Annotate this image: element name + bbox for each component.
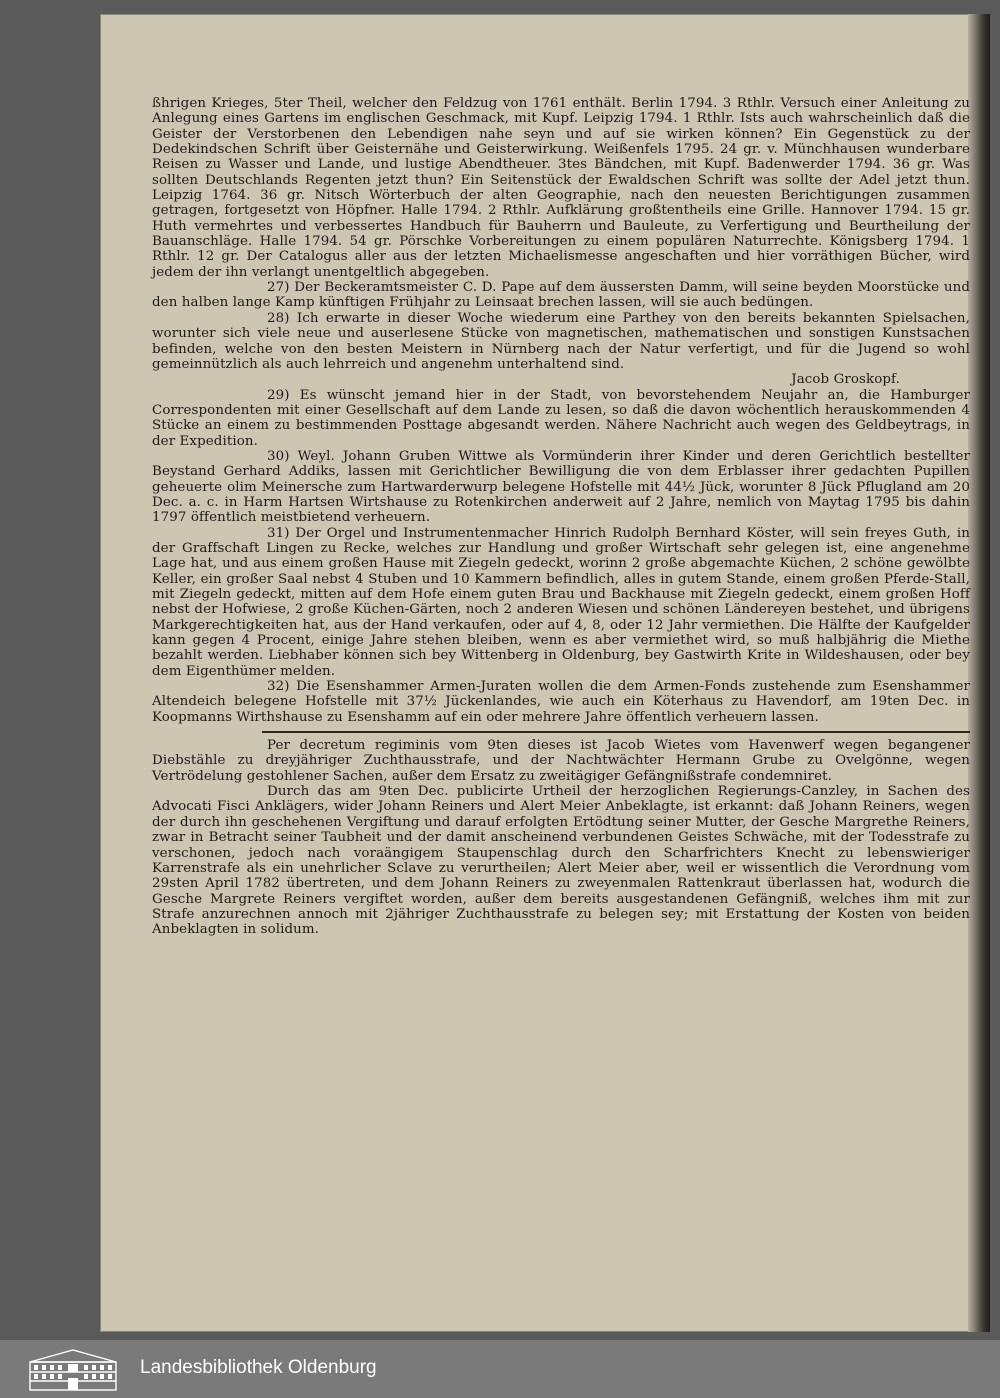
notice-28: 28) Ich erwarte in dieser Woche wiederum eine Parthey von den bereits bekannten Spielsachen, worunter sich viele neue und auserlesene Stücke von magnetischen, mathematischen und sonstigen Kunstsachen befinden, welche von den besten Meistern in Nürnberg nach der Natur verfertigt, und für die Jugend so wohl gemeinnützlich als auch lehrreich und angenehm unterhaltend sind. <box>152 310 970 372</box>
viewer-footer <box>0 1340 1000 1398</box>
decree-paragraph-2: Durch das am 9ten Dec. publicirte Urtheil der herzoglichen Regierungs-Canzley, in Sachen des Advocati Fisci Anklägers, wider Johann Reiners und Alert Meier Anbeklagte, ist erkannt: daß Johann Reiners, wegen der durch ihn geschehenen Vergiftung und darauf erfolgten Ertödtung seiner Mutter, der Gesche Margrethe Reiners, zwar in Betracht seiner Taubheit und der damit anscheinend verbundenen Geistes Schwäche, mit der Todesstrafe zu verschonen, jedoch nach voraängigem Staupenschlag durch den Scharfrichters Knecht zu lebenswieriger Karrenstrafe als ein unehrlicher Sclave zu verurtheilen; Alert Meier aber, weil er wissentlich die Verordnung vom 29sten April 1782 übertreten, und dem Johann Reiners zu zweyenmalen Rattenkraut überlassen hat, wodurch die Gesche Margrete Reiners vergiftet worden, außer dem bereits ausgestandenen Gefängniß, welches ihm mit zur Strafe anzurechnen annoch mit 2jähriger Zuchthausstrafe zu belegen sey; mit Erstattung der Kosten von beiden Anbeklagten in solidum. <box>152 784 970 938</box>
notice-29: 29) Es wünscht jemand hier in der Stadt, von bevorstehendem Neujahr an, die Hamburger Correspondenten mit einer Gesellschaft auf dem Lande zu lesen, so daß die davon wöchentlich herauskommenden 4 Stücke an einem zu bestimmenden Posttage abgesandt werden. Nähere Nachricht auch wegen des Geldbeytrags, in der Expedition. <box>152 387 970 449</box>
library-building-icon[interactable] <box>24 1348 122 1392</box>
section-divider <box>262 731 970 733</box>
page-binding-shadow <box>968 14 990 1332</box>
notice-31: 31) Der Orgel und Instrumentenmacher Hinrich Rudolph Bernhard Köster, will sein freyes Guth, in der Graffschaft Lingen zu Recke, welches zur Handlung und großer Wirtschaft sehr gelegen ist, eine angenehme Lage hat, und aus einem großen Hause mit Ziegeln gedeckt, worinn 2 große abgemachte Küchen, 2 schöne gewölbte Keller, ein großer Saal nebst 4 Stuben und 10 Kammern befindlich, alles in gutem Stande, einem großen Pferde-Stall, mit Ziegeln gedeckt, mitten auf dem Hofe einem guten Brau und Backhause mit Ziegeln gedeckt, einem großen Hoff nebst der Hofwiese, 2 große Küchen-Gärten, noch 2 anderen Wiesen und schönen Ländereyen bestehet, und übrigens Markgerechtigkeiten hat, aus der Hand verkaufen, oder auf 4, 8, oder 12 Jahr vermiethen. Die Hälfte der Kaufgelder kann gegen 4 Procent, einige Jahre stehen bleiben, wenn es aber vermiethet wird, so muß halbjährig die Miethe bezahlt werden. Liebhaber können sich bey Wittenberg in Oldenburg, bey Gastwirth Krite in Wildeshausen, oder bey dem Eigenthümer melden. <box>152 525 970 679</box>
notice-32: 32) Die Esenshammer Armen-Juraten wollen die dem Armen-Fonds zustehende zum Esenshammer Altendeich belegene Hofstelle mit 37½ Jückenlandes, wie auch ein Köterhaus zu Havendorf, am 19ten Dec. in Koopmanns Wirthshause zu Esenshamm auf ein oder mehrere Jahre öffentlich verheuern lassen. <box>152 679 970 725</box>
notice-27: 27) Der Beckeramtsmeister C. D. Pape auf dem äussersten Damm, will seine beyden Moorstücke und den halben lange Kamp künftigen Frühjahr zu Leinsaat brechen lassen, will sie auch bedüngen. <box>152 280 970 311</box>
page-text <box>152 96 970 938</box>
library-name[interactable]: Landesbibliothek Oldenburg <box>140 1357 377 1378</box>
notice-28-signature: Jacob Groskopf. <box>791 372 900 388</box>
notice-30: 30) Weyl. Johann Gruben Wittwe als Vormünderin ihrer Kinder und deren Gerichtlich bestellter Beystand Gerhard Addiks, lassen mit Gerichtlicher Bewilligung die von dem Erblasser ihrer gedachten Pupillen geheuerte olim Meinersche zum Hartwarderwurp belegene Hofstelle mit 44½ Jück, worunter 8 Jück Pflugland am 20 Dec. a. c. in Harm Hartsen Wirtshause zu Rotenkirchen anderweit auf 2 Jahre, nemlich von Maytag 1795 bis dahin 1797 öffentlich meistbietend verheuern. <box>152 448 970 526</box>
book-list-paragraph: ßhrigen Krieges, 5ter Theil, welcher den Feldzug von 1761 enthält. Berlin 1794. 3 Rthlr. Versuch einer Anleitung zu Anlegung eines Gartens im englischen Geschmack, mit Kupf. Leipzig 1794. 1 Rthlr. Ists auch wahrscheinlich daß die Geister der Verstorbenen den Lebendigen nahe seyn und auf sie wirken können? Ein Gegenstück zu der Dedekindschen Schrift über Geisternähe und Geisterwirkung. Weißenfels 1795. 24 gr. v. Münchhausen wunderbare Reisen zu Wasser und Lande, und lustige Abendtheuer. 3tes Bändchen, mit Kupf. Badenwerder 1794. 36 gr. Was sollten Deutschlands Regenten jetzt thun? Ein Seitenstück der Ewaldschen Schrift was sollte der Adel jetzt thun. Leipzig 1764. 36 gr. Nitsch Wörterbuch der alten Geographie, nach den neuesten Berichtigungen zusammen getragen, fortgesetzt von Höpfner. Halle 1794. 2 Rthlr. Aufklärung großtentheils eine Grille. Hannover 1794. 15 gr. Huth vermehrtes und verbessertes Handbuch für Bauherrn und Bauleute, zu Verfertigung und Beurtheilung der Bauanschläge. Halle 1794. 54 gr. Pörschke Vorbereitungen zu einem populären Naturrechte. Königsberg 1794. 1 Rthlr. 12 gr. Der Catalogus aller aus der letzten Michaelismesse angeschaften und hier vorräthigen Bücher, wird jedem der ihn verlangt unentgeltlich abgegeben. <box>152 96 970 280</box>
decree-paragraph-1: Per decretum regiminis vom 9ten dieses ist Jacob Wietes vom Havenwerf wegen begangener Diebstähle zu dreyjähriger Zuchthausstrafe, und der Nachtwächter Hermann Grube zu Ovelgönne, wegen Vertrödelung gestohlener Sachen, außer dem Ersatz zu zweitägiger Gefängnißstrafe condemniret. <box>152 738 970 784</box>
